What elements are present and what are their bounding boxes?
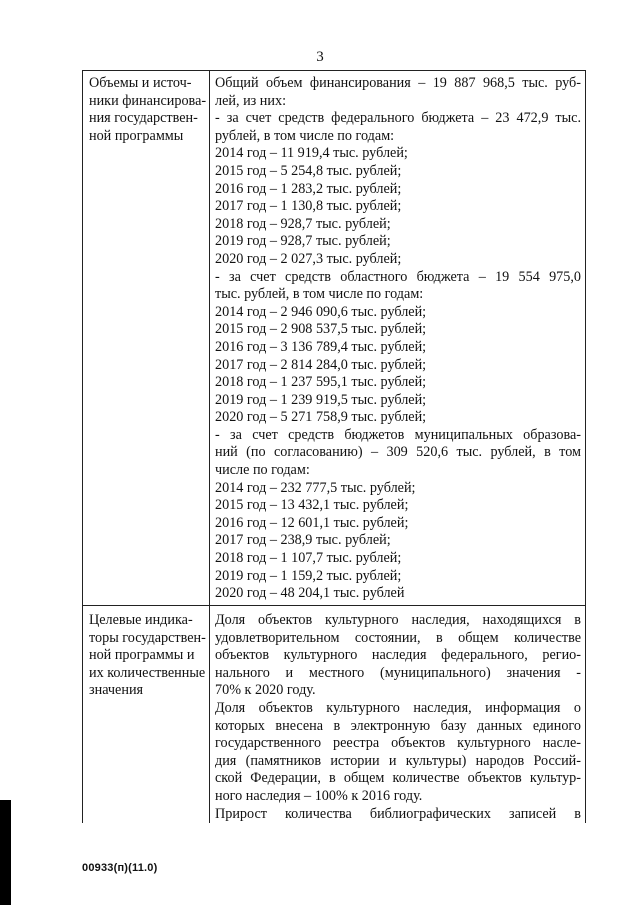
content-line: 2018 год – 1 107,7 тыс. рублей;	[215, 550, 402, 567]
content-line: которых внесена в электронную базу данных единого	[215, 717, 581, 734]
page-number: 3	[316, 49, 324, 65]
content-line: Прирост количества библиографических записей в	[215, 805, 581, 822]
label-line: их количественные	[89, 664, 206, 681]
row-content-indicators	[210, 606, 586, 824]
label-line: ния государствен-	[89, 110, 198, 127]
content-line: ний (по согласованию) – 309 520,6 тыс. рублей, в том	[215, 444, 581, 461]
label-line: Целевые индика-	[89, 612, 193, 628]
table-row-funding	[83, 71, 586, 606]
content-line: ской Федерации, в общем количестве объектов культур-	[215, 770, 581, 787]
content-line: 2019 год – 1 239 919,5 тыс. рублей;	[215, 391, 427, 408]
content-line: дия (памятников истории и культуры) народов Россий-	[215, 752, 581, 769]
content-line: 2016 год – 1 283,2 тыс. рублей;	[215, 180, 402, 197]
content-line: числе по годам:	[215, 462, 310, 479]
row-label-funding	[83, 71, 210, 606]
content-line: Доля объектов культурного наследия, информация о	[215, 699, 581, 716]
content-line: 2018 год – 1 237 595,1 тыс. рублей;	[215, 374, 427, 391]
content-line: 2020 год – 48 204,1 тыс. рублей	[215, 585, 405, 602]
content-line: нального и местного (муниципального) значения -	[215, 664, 581, 681]
content-line: Доля объектов культурного наследия, находящихся в	[215, 612, 581, 628]
table-row-indicators	[83, 606, 586, 824]
label-line: ной программы и	[89, 647, 195, 664]
content-line: лей, из них:	[215, 92, 287, 109]
content-line: 2015 год – 13 432,1 тыс. рублей;	[215, 497, 409, 514]
content-line: тыс. рублей, в том числе по годам:	[215, 286, 424, 303]
content-line: - за счет средств федерального бюджета – 23 472,9 тыс.	[215, 110, 581, 127]
row-content-funding	[210, 71, 586, 606]
content-line: 2019 год – 928,7 тыс. рублей;	[215, 233, 391, 250]
content-line: 2015 год – 5 254,8 тыс. рублей;	[215, 162, 402, 179]
content-line: ного наследия – 100% к 2016 году.	[215, 787, 423, 804]
content-line: 2016 год – 3 136 789,4 тыс. рублей;	[215, 338, 427, 355]
content-line: 2020 год – 2 027,3 тыс. рублей;	[215, 250, 402, 267]
label-line: торы государствен-	[89, 629, 206, 646]
content-line: рублей, в том числе по годам:	[215, 127, 395, 144]
label-line: ники финансирова-	[89, 92, 207, 109]
content-line: Общий объем финансирования – 19 887 968,5 тыс. руб-	[215, 75, 581, 91]
content-line: 2018 год – 928,7 тыс. рублей;	[215, 215, 391, 232]
content-line: государственного реестра объектов культурного насле-	[215, 735, 581, 752]
content-line: объектов культурного наследия федерального, регио-	[215, 647, 581, 664]
content-line: 2017 год – 2 814 284,0 тыс. рублей;	[215, 356, 427, 373]
content-line: 2016 год – 12 601,1 тыс. рублей;	[215, 514, 409, 531]
label-line: ной программы	[89, 127, 184, 144]
content-line: 2020 год – 5 271 758,9 тыс. рублей;	[215, 409, 427, 426]
content-line: 2014 год – 2 946 090,6 тыс. рублей;	[215, 303, 427, 320]
content-line: 2017 год – 238,9 тыс. рублей;	[215, 532, 391, 549]
scan-edge-mark	[0, 800, 11, 905]
content-line: 2014 год – 232 777,5 тыс. рублей;	[215, 479, 416, 496]
content-line: 70% к 2020 году.	[215, 682, 316, 699]
content-line: - за счет средств бюджетов муниципальных образова-	[215, 426, 581, 443]
label-line: значения	[89, 682, 144, 699]
content-line: 2019 год – 1 159,2 тыс. рублей;	[215, 567, 402, 584]
content-line: удовлетворительном состоянии, в общем количестве	[215, 629, 581, 646]
program-passport-table	[82, 70, 586, 823]
row-label-indicators	[83, 606, 210, 824]
content-line: 2015 год – 2 908 537,5 тыс. рублей;	[215, 321, 427, 338]
document-code: 00933(п)(11.0)	[82, 862, 158, 874]
content-line: 2017 год – 1 130,8 тыс. рублей;	[215, 198, 402, 215]
label-line: Объемы и источ-	[89, 75, 192, 91]
content-line: 2014 год – 11 919,4 тыс. рублей;	[215, 145, 408, 162]
content-line: - за счет средств областного бюджета – 19 554 975,0	[215, 268, 581, 285]
